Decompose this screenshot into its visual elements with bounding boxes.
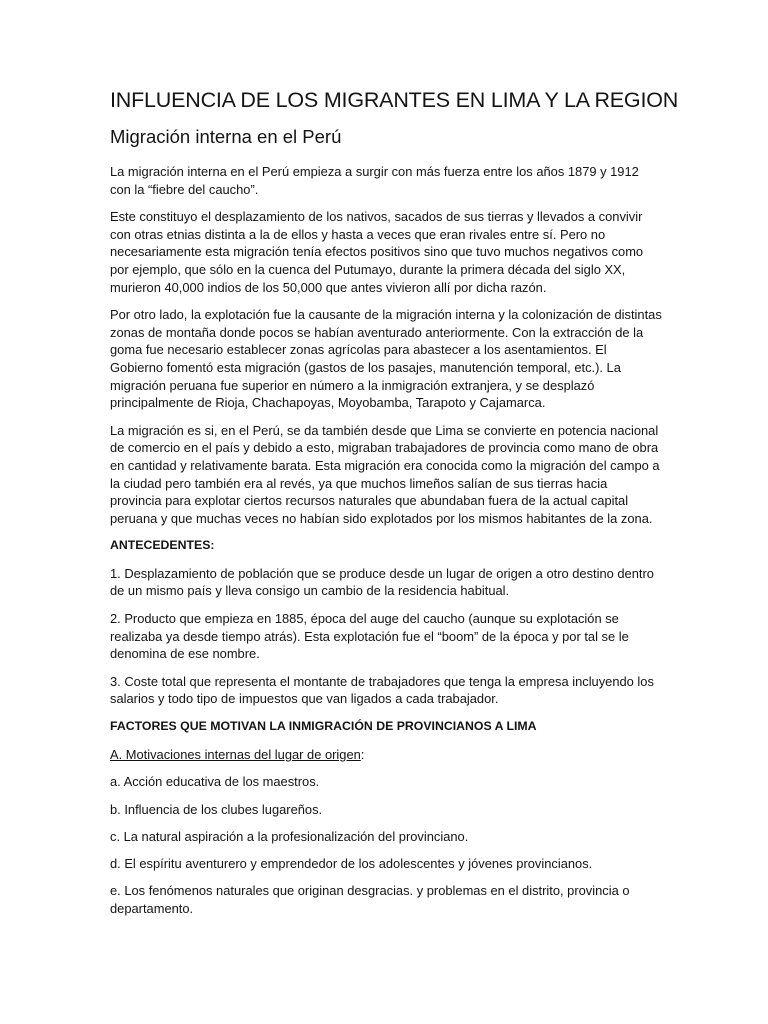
document-title: INFLUENCIA DE LOS MIGRANTES EN LIMA Y LA REGION	[110, 88, 679, 112]
paragraph-intro: La migración interna en el Perú empieza a surgir con más fuerza entre los años 1879 y 1912 con la “fiebre del caucho”.	[110, 164, 639, 197]
antecedentes-item: 2. Producto que empieza en 1885, época del auge del caucho (aunque su explotación se realizaba ya desde tiempo atrás). Esta explotación fue el “boom” de la época y por tal se le denomina de ese nombre.	[110, 611, 629, 662]
paragraph-desplazamiento: Este constituyo el desplazamiento de los nativos, sacados de sus tierras y llevados a convivir con otras etnias distinta a la de ellos y hasta a veces que eran rivales entre sí. Pero no necesariamente esta migración tenía efectos positivos sino que tuvo muchos negativos como por ejemplo, que sólo en la cuenca del Putumayo, durante la primera década del siglo XX, murieron 40,000 indios de los 50,000 que antes vivieron allí por dicha razón.	[110, 209, 644, 295]
document-subtitle: Migración interna en el Perú	[110, 126, 342, 147]
antecedentes-heading: ANTECEDENTES:	[110, 538, 215, 553]
factores-subheading-colon: :	[360, 746, 365, 762]
paragraph-lima: La migración es si, en el Perú, se da también desde que Lima se convierte en potencia nacional de comercio en el país y debido a esto, migraban trabajadores de provincia como mano de obra en cantidad y relativamente barata. Esta migración era conocida como la migración del campo a la ciudad pero también era al revés, ya que muchos limeños salían de sus tierras hacia provincia para explotar ciertos recursos naturales que abundaban fuera de la actual capital peruana y que muchas veces no habían sido explotados por los mismos habitantes de la zona.	[110, 422, 660, 526]
factores-item: b. Influencia de los clubes lugareños.	[110, 801, 323, 817]
factores-item: d. El espíritu aventurero y emprendedor de los adolescentes y jóvenes provincianos.	[110, 856, 593, 872]
factores-item: e. Los fenómenos naturales que originan desgracias. y problemas en el distrito, provincia o departamento.	[110, 883, 630, 916]
paragraph-explotacion: Por otro lado, la explotación fue la causante de la migración interna y la colonización de distintas zonas de montaña donde pocos se habían aventurado anteriormente. Con la extracción de la goma fue necesario establecer zonas agrícolas para abastecer a los asentamientos. El Gobierno fomentó esta migración (gastos de los pasajes, manutención temporal, etc.). La migración peruana fue superior en número a la inmigración extranjera, y se desplazó principalmente de Rioja, Chachapoyas, Moyobamba, Tarapoto y Cajamarca.	[110, 307, 662, 411]
antecedentes-item: 3. Coste total que representa el montante de trabajadores que tenga la empresa incluyendo los salarios y todo tipo de impuestos que van ligados a cada trabajador.	[110, 673, 654, 707]
factores-item: c. La natural aspiración a la profesionalización del provinciano.	[110, 828, 469, 844]
factores-item: a. Acción educativa de los maestros.	[110, 774, 320, 790]
document-page	[110, 86, 679, 927]
antecedentes-item: 1. Desplazamiento de población que se produce desde un lugar de origen a otro destino dentro de un mismo país y lleva consigo un cambio de la residencia habitual.	[110, 565, 654, 599]
factores-subheading-text: A. Motivaciones internas del lugar de origen	[110, 746, 361, 762]
factores-heading: FACTORES QUE MOTIVAN LA INMIGRACIÓN DE PROVINCIANOS A LIMA	[110, 719, 537, 734]
factores-subheading	[110, 746, 662, 764]
